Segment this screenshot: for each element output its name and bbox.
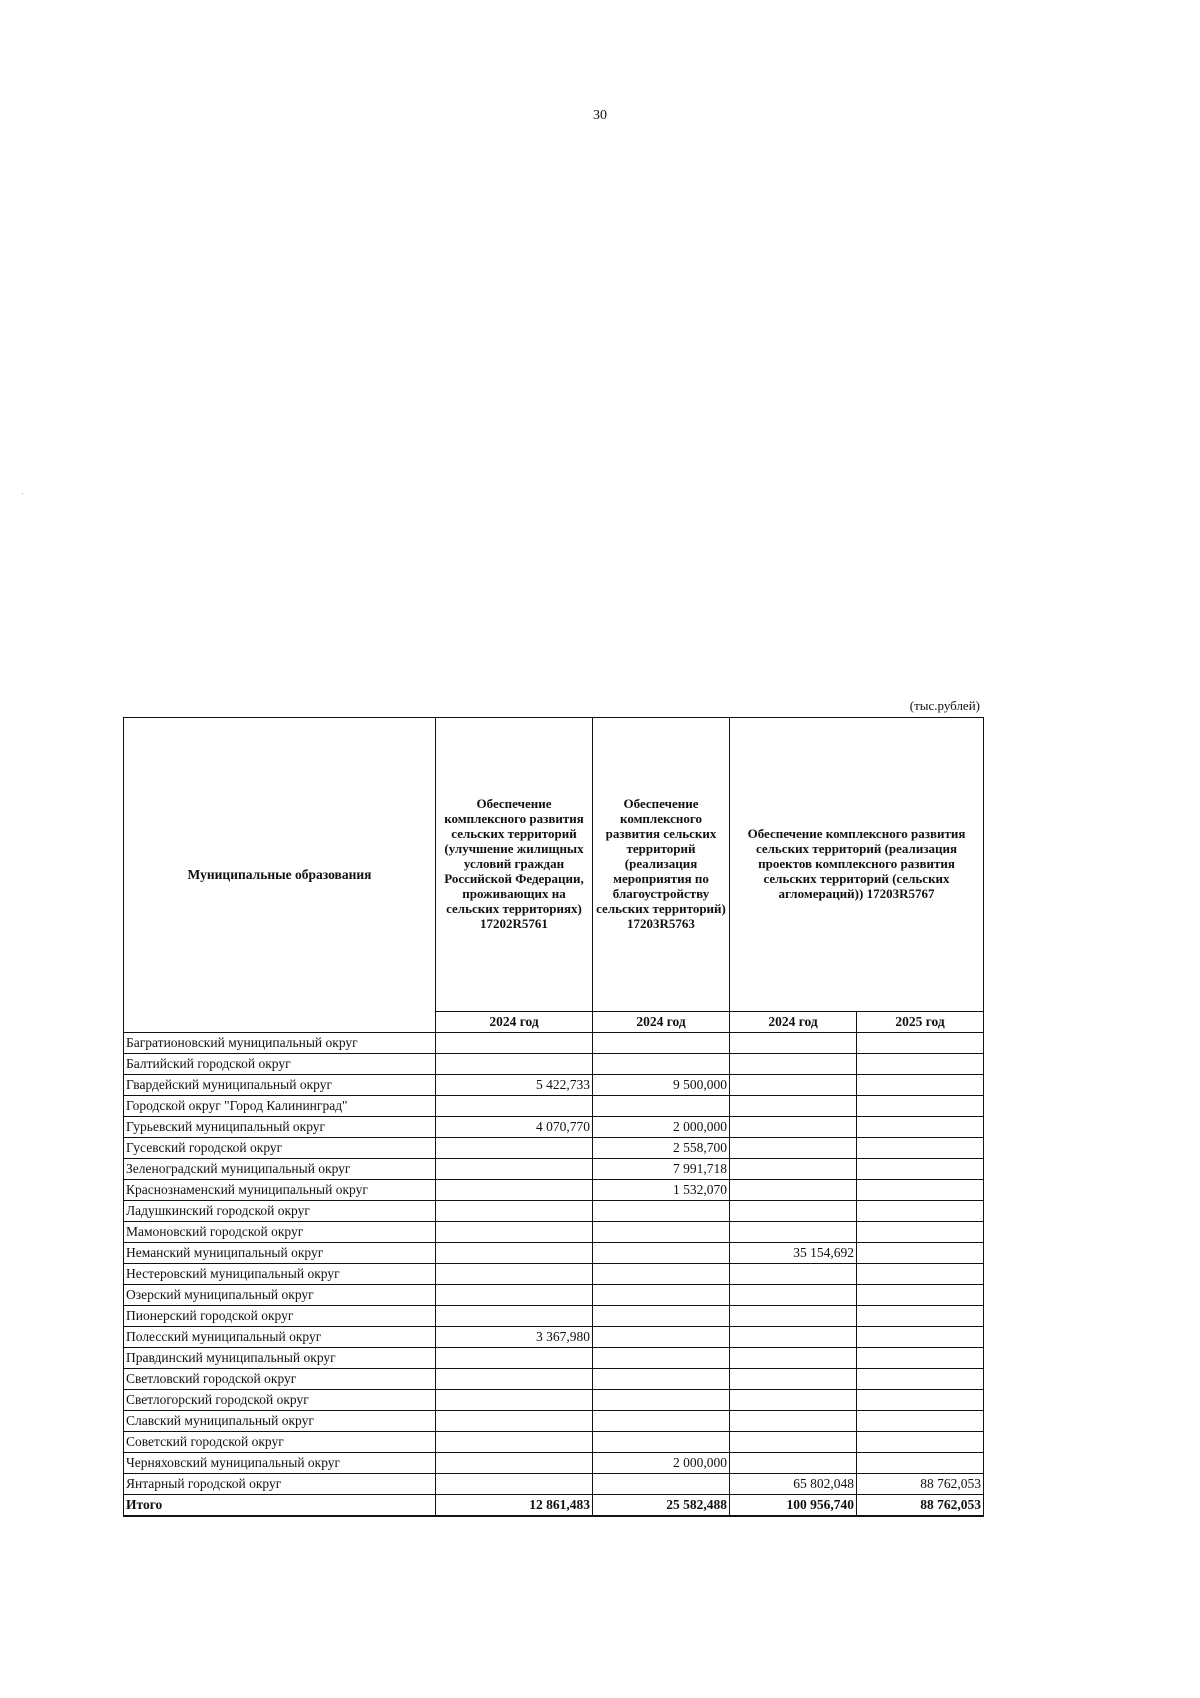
cell-value: 65 802,048 [730,1474,857,1495]
table-row [124,1096,984,1117]
cell-value [730,1033,857,1054]
year-header: 2024 год [593,1012,730,1033]
cell-value [730,1348,857,1369]
cell-value [730,1096,857,1117]
cell-value [436,1432,593,1453]
cell-value [857,1054,984,1075]
total-label: Итого [124,1495,436,1516]
cell-value [730,1222,857,1243]
cell-value: 1 532,070 [593,1180,730,1201]
cell-value [436,1411,593,1432]
cell-value [857,1117,984,1138]
municipality-name: Гвардейский муниципальный округ [124,1075,436,1096]
cell-value [436,1285,593,1306]
municipality-name: Балтийский городской округ [124,1054,436,1075]
cell-value [857,1285,984,1306]
cell-value [436,1096,593,1117]
total-value: 100 956,740 [730,1495,857,1516]
cell-value [857,1033,984,1054]
cell-value: 2 000,000 [593,1117,730,1138]
municipality-name: Полесский муниципальный округ [124,1327,436,1348]
cell-value [436,1033,593,1054]
cell-value [593,1096,730,1117]
cell-value [857,1369,984,1390]
municipality-name: Мамоновский городской округ [124,1222,436,1243]
table-row [124,1264,984,1285]
table-row [124,1327,984,1348]
table-body [124,1033,984,1516]
page-number: 30 [593,108,607,123]
total-value: 25 582,488 [593,1495,730,1516]
cell-value [857,1159,984,1180]
cell-value [730,1432,857,1453]
cell-value [730,1180,857,1201]
cell-value: 5 422,733 [436,1075,593,1096]
cell-value [436,1201,593,1222]
table-row [124,1222,984,1243]
cell-value [857,1348,984,1369]
cell-value [436,1180,593,1201]
cell-value [730,1054,857,1075]
cell-value [730,1327,857,1348]
header-municipalities: Муниципальные образования [124,718,436,1033]
table-row [124,1243,984,1264]
municipality-name: Правдинский муниципальный округ [124,1348,436,1369]
subsidy-table [123,717,984,1517]
cell-value [436,1348,593,1369]
table-row [124,1054,984,1075]
cell-value [730,1369,857,1390]
cell-value [857,1390,984,1411]
cell-value [593,1054,730,1075]
cell-value [730,1453,857,1474]
table-row [124,1117,984,1138]
cell-value: 2 000,000 [593,1453,730,1474]
cell-value [730,1390,857,1411]
cell-value [436,1159,593,1180]
total-value: 88 762,053 [857,1495,984,1516]
cell-value [593,1474,730,1495]
cell-value [857,1264,984,1285]
cell-value [593,1222,730,1243]
total-row [124,1495,984,1516]
table-row [124,1348,984,1369]
table-row [124,1180,984,1201]
cell-value: 3 367,980 [436,1327,593,1348]
cell-value [857,1243,984,1264]
cell-value: 9 500,000 [593,1075,730,1096]
cell-value [593,1201,730,1222]
table-row [124,1201,984,1222]
municipality-name: Светлогорский городской округ [124,1390,436,1411]
header-landscaping: Обеспечение комплексного развития сельских территорий (реализация мероприятия по благоустройству сельских территорий) 17203R5763 [593,718,730,1012]
cell-value: 88 762,053 [857,1474,984,1495]
units-label: (тыс.рублей) [909,698,980,713]
municipality-name: Нестеровский муниципальный округ [124,1264,436,1285]
cell-value [593,1306,730,1327]
table-row [124,1306,984,1327]
cell-value [436,1222,593,1243]
table-row [124,1453,984,1474]
cell-value [730,1201,857,1222]
municipality-name: Гурьевский муниципальный округ [124,1117,436,1138]
cell-value [593,1411,730,1432]
cell-value [730,1138,857,1159]
cell-value [730,1411,857,1432]
cell-value [436,1138,593,1159]
municipality-name: Светловский городской округ [124,1369,436,1390]
table-row [124,1411,984,1432]
municipality-name: Ладушкинский городской округ [124,1201,436,1222]
cell-value [730,1264,857,1285]
header-housing-conditions: Обеспечение комплексного развития сельских территорий (улучшение жилищных условий граждан Российской Федерации, проживающих на сельских территориях) 17202R5761 [436,718,593,1012]
header-agglomeration-projects: Обеспечение комплексного развития сельских территорий (реализация проектов комплексного развития сельских территорий (сельских агломераций)) 17203R5767 [730,718,984,1012]
year-header: 2025 год [857,1012,984,1033]
municipality-name: Гусевский городской округ [124,1138,436,1159]
cell-value [436,1054,593,1075]
cell-value [730,1306,857,1327]
cell-value: 35 154,692 [730,1243,857,1264]
cell-value [436,1264,593,1285]
cell-value [436,1243,593,1264]
municipality-name: Славский муниципальный округ [124,1411,436,1432]
table-row [124,1075,984,1096]
cell-value [857,1201,984,1222]
cell-value [857,1453,984,1474]
municipality-name: Янтарный городской округ [124,1474,436,1495]
table-row [124,1159,984,1180]
cell-value [857,1222,984,1243]
cell-value [857,1306,984,1327]
cell-value [857,1180,984,1201]
cell-value [730,1117,857,1138]
cell-value: 4 070,770 [436,1117,593,1138]
cell-value [593,1327,730,1348]
cell-value [730,1285,857,1306]
municipality-name: Советский городской округ [124,1432,436,1453]
table-row [124,1432,984,1453]
municipality-name: Городской округ "Город Калининград" [124,1096,436,1117]
cell-value [593,1390,730,1411]
municipality-name: Зеленоградский муниципальный округ [124,1159,436,1180]
cell-value: 7 991,718 [593,1159,730,1180]
cell-value [593,1243,730,1264]
municipality-name: Неманский муниципальный округ [124,1243,436,1264]
table-row [124,1390,984,1411]
cell-value [593,1348,730,1369]
cell-value [436,1453,593,1474]
municipality-name: Озерский муниципальный округ [124,1285,436,1306]
total-value: 12 861,483 [436,1495,593,1516]
table-row [124,1285,984,1306]
cell-value [436,1390,593,1411]
cell-value [857,1411,984,1432]
cell-value [730,1159,857,1180]
cell-value [593,1432,730,1453]
cell-value [857,1075,984,1096]
cell-value [436,1369,593,1390]
table-row [124,1369,984,1390]
year-header: 2024 год [436,1012,593,1033]
municipality-name: Краснознаменский муниципальный округ [124,1180,436,1201]
municipality-name: Пионерский городской округ [124,1306,436,1327]
municipality-name: Багратионовский муниципальный округ [124,1033,436,1054]
table-row [124,1033,984,1054]
scan-artifact [22,493,23,494]
year-header: 2024 год [730,1012,857,1033]
cell-value: 2 558,700 [593,1138,730,1159]
cell-value [857,1096,984,1117]
cell-value [593,1264,730,1285]
municipality-name: Черняховский муниципальный округ [124,1453,436,1474]
cell-value [593,1033,730,1054]
table-row [124,1474,984,1495]
cell-value [593,1285,730,1306]
cell-value [857,1432,984,1453]
cell-value [730,1075,857,1096]
cell-value [436,1474,593,1495]
cell-value [593,1369,730,1390]
table-row [124,1138,984,1159]
cell-value [857,1327,984,1348]
cell-value [857,1138,984,1159]
cell-value [436,1306,593,1327]
